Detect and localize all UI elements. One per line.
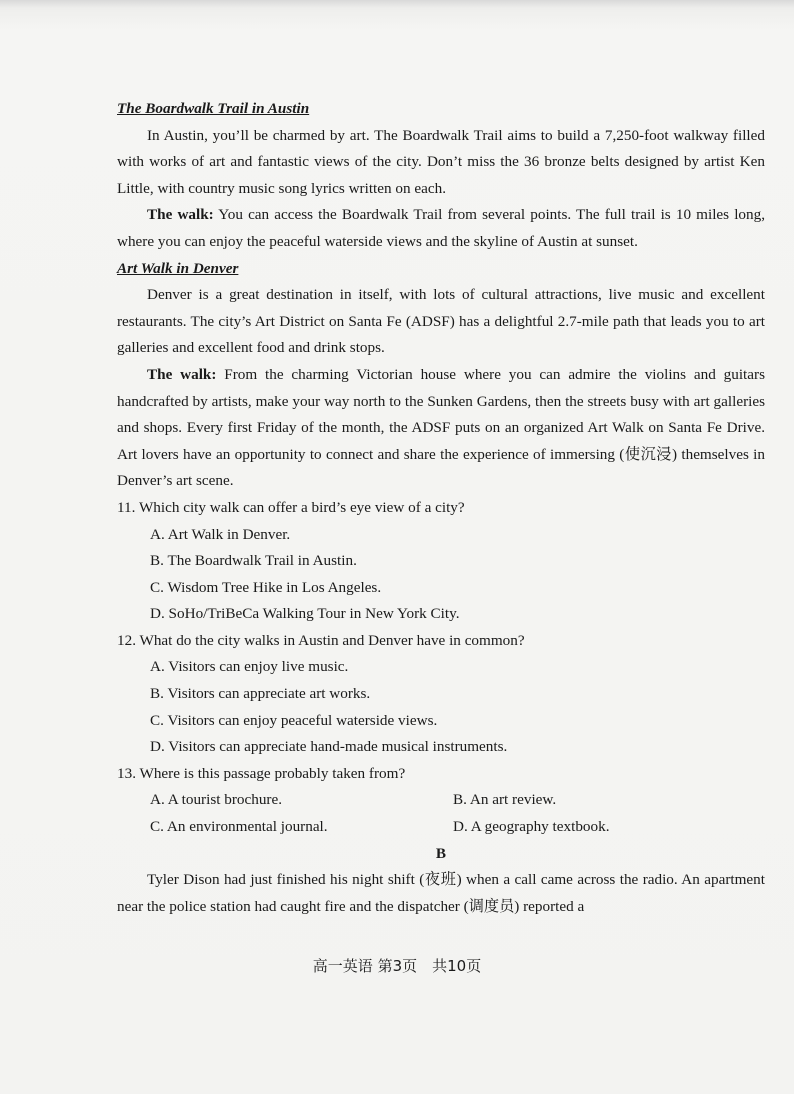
section-title-austin: The Boardwalk Trail in Austin — [117, 100, 310, 117]
page-content — [117, 96, 765, 920]
option-12d: D. Visitors can appreciate hand-made musical instruments. — [150, 738, 508, 756]
option-13a: A. A tourist brochure. — [150, 791, 283, 809]
option-12b: B. Visitors can appreciate art works. — [150, 685, 371, 703]
option-11a: A. Art Walk in Denver. — [150, 525, 291, 543]
page-footer: 高一英语 第3页 共10页 — [312, 957, 482, 975]
walk-label: The walk: — [147, 206, 214, 224]
part-b-heading: B — [435, 844, 447, 862]
paragraph-denver-walk — [117, 362, 765, 495]
question-13: 13. Where is this passage probably taken from? — [117, 764, 406, 782]
option-13b: B. An art review. — [453, 791, 557, 809]
option-13d: D. A geography textbook. — [453, 818, 610, 836]
question-12: 12. What do the city walks in Austin and Denver have in common? — [117, 631, 525, 649]
paragraph-austin-intro: In Austin, you’ll be charmed by art. The Boardwalk Trail aims to build a 7,250-foot walkway filled with works of art and fantastic views of the city. Don’t miss the 36 bronze belts designed by artist Ken Little, with country music song lyrics written on each. — [117, 126, 765, 197]
paragraph-part-b: Tyler Dison had just finished his night shift (夜班) when a call came across the radio. An apartment near the police station had caught fire and the dispatcher (调度员) reported a — [117, 871, 765, 915]
option-12a: A. Visitors can enjoy live music. — [150, 658, 349, 676]
option-12c: C. Visitors can enjoy peaceful waterside views. — [150, 711, 438, 729]
option-11c: C. Wisdom Tree Hike in Los Angeles. — [150, 578, 382, 596]
paragraph-denver-intro: Denver is a great destination in itself, with lots of cultural attractions, live music and excellent restaurants. The city’s Art District on Santa Fe (ADSF) has a delightful 2.7-mile path that leads you to art galleries and excellent food and drink stops. — [117, 286, 765, 357]
paragraph-austin-walk — [117, 202, 765, 255]
option-11d: D. SoHo/TriBeCa Walking Tour in New York City. — [150, 605, 460, 623]
walk-label: The walk: — [147, 365, 217, 383]
option-row-13-cd — [117, 814, 765, 841]
option-row-13-ab — [117, 787, 765, 814]
option-13c: C. An environmental journal. — [150, 818, 328, 836]
option-11b: B. The Boardwalk Trail in Austin. — [150, 552, 357, 570]
walk-text: From the charming Victorian house where you can admire the violins and guitars handcrafted by artists, make your way north to the Sunken Gardens, then the streets busy with art galleries and shops. Every first Friday of the month, the ADSF puts on an organized Art Walk on Santa Fe Drive. Art lovers have an opportunity to connect and share the experience of immersing (使沉浸) themselves in Denver’s art scene. — [117, 365, 765, 490]
question-11: 11. Which city walk can offer a bird’s eye view of a city? — [117, 498, 465, 516]
section-title-denver: Art Walk in Denver — [117, 259, 239, 277]
walk-text: You can access the Boardwalk Trail from several points. The full trail is 10 miles long, where you can enjoy the peaceful waterside views and the skyline of Austin at sunset. — [117, 206, 765, 250]
